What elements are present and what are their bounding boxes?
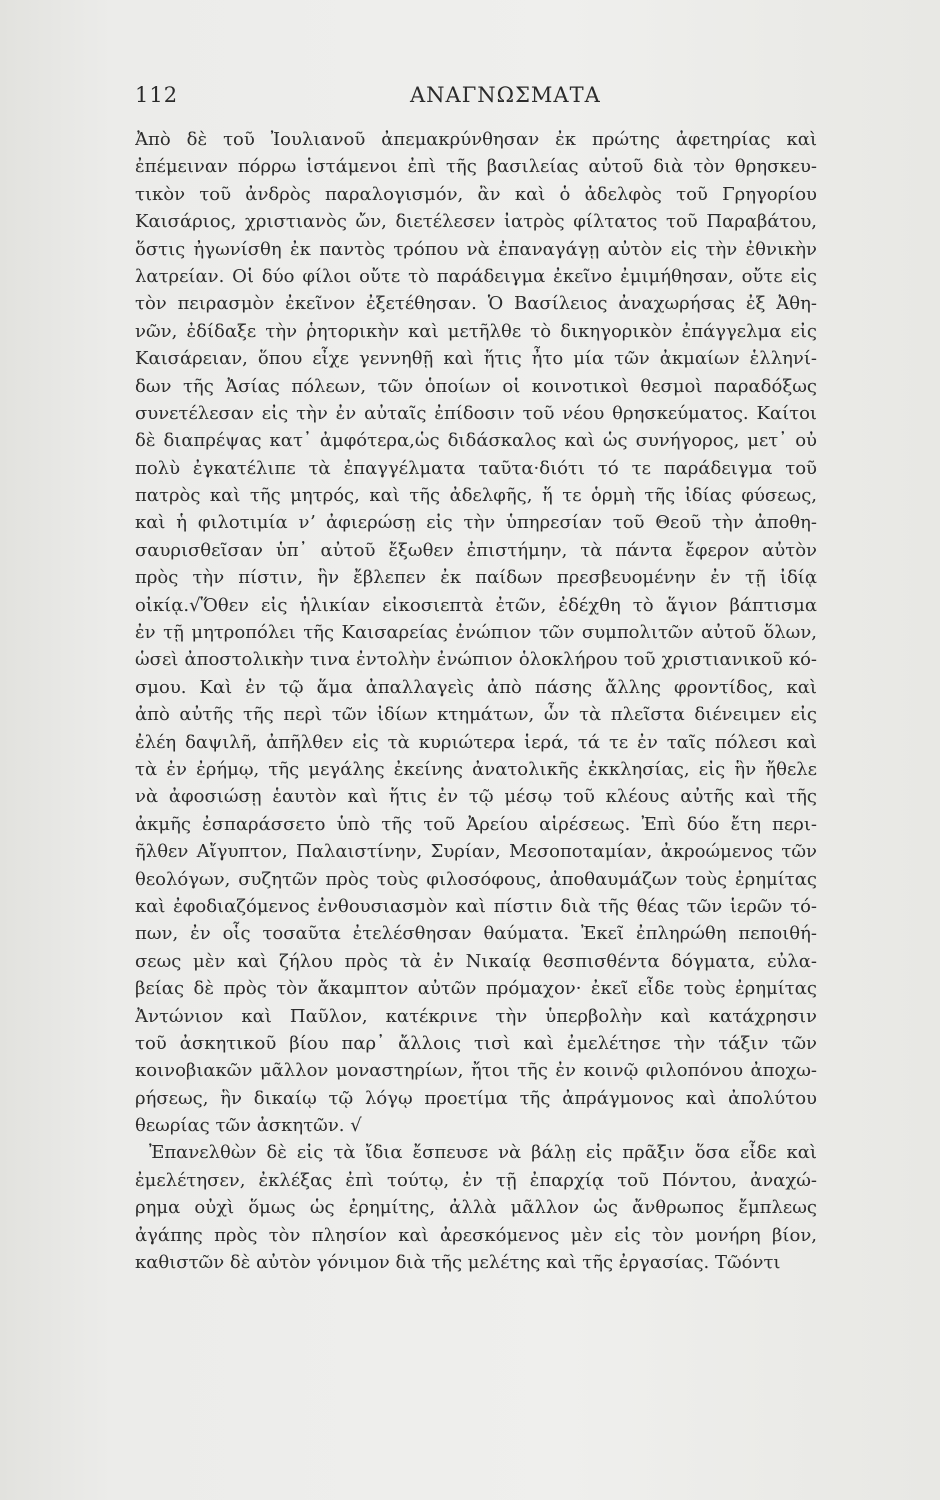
- text-line: ἀκμῆς ἐσπαράσσετο ὑπὸ τῆς τοῦ Ἀρείου αἱρέσεως. Ἐπὶ δύο ἔτη περι-: [135, 813, 817, 835]
- text-line: Ἀντώνιον καὶ Παῦλον, κατέκρινε τὴν ὑπερβολὴν καὶ κατάχρησιν: [135, 1005, 817, 1027]
- page-header: [135, 83, 815, 113]
- text-line: ἐν τῇ μητροπόλει τῆς Καισαρείας ἐνώπιον τῶν συμπολιτῶν αὐτοῦ ὅλων,: [135, 622, 817, 644]
- text-line: τὰ ἐν ἐρήμῳ, τῆς μεγάλης ἐκείνης ἀνατολικῆς ἐκκλησίας, εἰς ἣν ἤθελε: [135, 758, 817, 780]
- text-line: σμου. Καὶ ἐν τῷ ἅμα ἀπαλλαγεὶς ἀπὸ πάσης ἄλλης φροντίδος, καὶ: [135, 676, 817, 698]
- text-line: Ἐπανελθὼν δὲ εἰς τὰ ἴδια ἔσπευσε νὰ βάλῃ εἰς πρᾶξιν ὅσα εἶδε καὶ: [149, 1142, 817, 1164]
- text-line: πολὺ ἐγκατέλιπε τὰ ἐπαγγέλματα ταῦτα·διότι τό τε παράδειγμα τοῦ: [135, 457, 817, 479]
- text-line: Ἀπὸ δὲ τοῦ Ἰουλιανοῦ ἀπεμακρύνθησαν ἐκ πρώτης ἀφετηρίας καὶ: [135, 129, 817, 150]
- body-text: [135, 126, 817, 1276]
- text-line: ὡσεὶ ἀποστολικὴν τινα ἐντολὴν ἐνώπιον ὁλοκλήρου τοῦ χριστιανικοῦ κό-: [135, 649, 817, 671]
- text-line: ὅστις ἠγωνίσθη ἐκ παντὸς τρόπου νὰ ἐπαναγάγῃ αὐτὸν εἰς τὴν ἐθνικὴν: [135, 238, 817, 260]
- text-line: ρημα οὐχὶ ὅμως ὡς ἐρημίτης, ἀλλὰ μᾶλλον ὡς ἄνθρωπος ἔμπλεως: [135, 1197, 817, 1219]
- paragraph: [135, 1139, 817, 1276]
- text-line: ἐπέμειναν πόρρω ἱστάμενοι ἐπὶ τῆς βασιλείας αὐτοῦ διὰ τὸν θρησκευ-: [135, 156, 817, 178]
- text-line: κοινοβιακῶν μᾶλλον μοναστηρίων, ἤτοι τῆς ἐν κοινῷ φιλοπόνου ἀποχω-: [135, 1060, 817, 1082]
- text-line: ρήσεως, ἣν δικαίῳ τῷ λόγῳ προετίμα τῆς ἀπράγμονος καὶ ἀπολύτου: [135, 1087, 817, 1109]
- text-line: συνετέλεσαν εἰς τὴν ἐν αὐταῖς ἐπίδοσιν τοῦ νέου θρησκεύματος. Καίτοι: [135, 402, 817, 424]
- text-line: τὸν πειρασμὸν ἐκεῖνον ἐξετέθησαν. Ὁ Βασίλειος ἀναχωρήσας ἐξ Ἀθη-: [135, 293, 817, 315]
- text-line: πατρὸς καὶ τῆς μητρός, καὶ τῆς ἀδελφῆς, ἥ τε ὁρμὴ τῆς ἰδίας φύσεως,: [135, 485, 817, 507]
- text-line: ἐμελέτησεν, ἐκλέξας ἐπὶ τούτῳ, ἐν τῇ ἐπαρχίᾳ τοῦ Πόντου, ἀναχώ-: [135, 1169, 817, 1191]
- text-line: λατρείαν. Οἱ δύο φίλοι οὔτε τὸ παράδειγμα ἐκεῖνο ἐμιμήθησαν, οὔτε εἰς: [135, 265, 817, 287]
- text-line: Καισάριος, χριστιανὸς ὤν, διετέλεσεν ἰατρὸς φίλτατος τοῦ Παραβάτου,: [135, 211, 817, 233]
- text-line: καὶ ἐφοδιαζόμενος ἐνθουσιασμὸν καὶ πίστιν διὰ τῆς θέας τῶν ἱερῶν τό-: [135, 895, 817, 917]
- text-line: θεωρίας τῶν ἀσκητῶν. √: [135, 1115, 362, 1137]
- text-line: ἐλέη δαψιλῆ, ἀπῆλθεν εἰς τὰ κυριώτερα ἱερά, τά τε ἐν ταῖς πόλεσι καὶ: [135, 731, 817, 753]
- text-line: καὶ ἡ φιλοτιμία νʼ ἀφιερώσῃ εἰς τὴν ὑπηρεσίαν τοῦ Θεοῦ τὴν ἀποθη-: [135, 512, 817, 534]
- text-line: οἰκίᾳ.√Ὅθεν εἰς ἡλικίαν εἰκοσιεπτὰ ἐτῶν, ἐδέχθη τὸ ἅγιον βάπτισμα: [135, 594, 817, 616]
- text-line: θεολόγων, συζητῶν πρὸς τοὺς φιλοσόφους, ἀποθαυμάζων τοὺς ἐρημίτας: [135, 868, 817, 890]
- text-line: δὲ διαπρέψας κατ᾽ ἀμφότερα,ὡς διδάσκαλος καὶ ὡς συνήγορος, μετ᾽ οὐ: [135, 430, 817, 452]
- text-line: σεως μὲν καὶ ζήλου πρὸς τὰ ἐν Νικαίᾳ θεσπισθέντα δόγματα, εὐλα-: [135, 950, 817, 972]
- text-line: βείας δὲ πρὸς τὸν ἄκαμπτον αὐτῶν πρόμαχον· ἐκεῖ εἶδε τοὺς ἐρημίτας: [135, 978, 817, 1000]
- text-line: τοῦ ἀσκητικοῦ βίου παρ᾽ ἄλλοις τισὶ καὶ ἐμελέτησε τὴν τάξιν τῶν: [135, 1032, 817, 1054]
- text-line: πων, ἐν οἷς τοσαῦτα ἐτελέσθησαν θαύματα. Ἐκεῖ ἐπληρώθη πεποιθή-: [135, 923, 817, 945]
- running-title: ΑΝΑΓΝΩΣΜΑΤΑ: [410, 83, 601, 107]
- text-line: δων τῆς Ἀσίας πόλεων, τῶν ὁποίων οἱ κοινοτικοὶ θεσμοὶ παραδόξως: [135, 375, 817, 397]
- text-line: νῶν, ἐδίδαξε τὴν ῥητορικὴν καὶ μετῆλθε τὸ δικηγορικὸν ἐπάγγελμα εἰς: [135, 320, 817, 342]
- text-line: ῆλθεν Αἴγυπτον, Παλαιστίνην, Συρίαν, Μεσοποταμίαν, ἀκροώμενος τῶν: [135, 841, 817, 863]
- text-line: καθιστῶν δὲ αὐτὸν γόνιμον διὰ τῆς μελέτης καὶ τῆς ἐργασίας. Τῶόντι: [135, 1252, 781, 1274]
- text-line: σαυρισθεῖσαν ὑπ᾽ αὐτοῦ ἔξωθεν ἐπιστήμην, τὰ πάντα ἔφερον αὐτὸν: [135, 539, 817, 561]
- page-number: 112: [135, 83, 179, 107]
- text-line: τικὸν τοῦ ἀνδρὸς παραλογισμόν, ἂν καὶ ὁ ἀδελφὸς τοῦ Γρηγορίου: [135, 183, 817, 205]
- paragraph: [135, 126, 817, 1139]
- text-line: πρὸς τὴν πίστιν, ἣν ἔβλεπεν ἐκ παίδων πρεσβευομένην ἐν τῇ ἰδίᾳ: [135, 567, 817, 589]
- text-line: Καισάρειαν, ὅπου εἶχε γεννηθῇ καὶ ἥτις ἦτο μία τῶν ἀκμαίων ἑλληνί-: [135, 348, 817, 370]
- text-line: ἀπὸ αὐτῆς τῆς περὶ τῶν ἰδίων κτημάτων, ὧν τὰ πλεῖστα διένειμεν εἰς: [135, 704, 817, 726]
- text-line: ἀγάπης πρὸς τὸν πλησίον καὶ ἀρεσκόμενος μὲν εἰς τὸν μονήρη βίον,: [135, 1224, 817, 1246]
- text-line: νὰ ἀφοσιώσῃ ἑαυτὸν καὶ ἥτις ἐν τῷ μέσῳ τοῦ κλέους αὐτῆς καὶ τῆς: [135, 786, 817, 808]
